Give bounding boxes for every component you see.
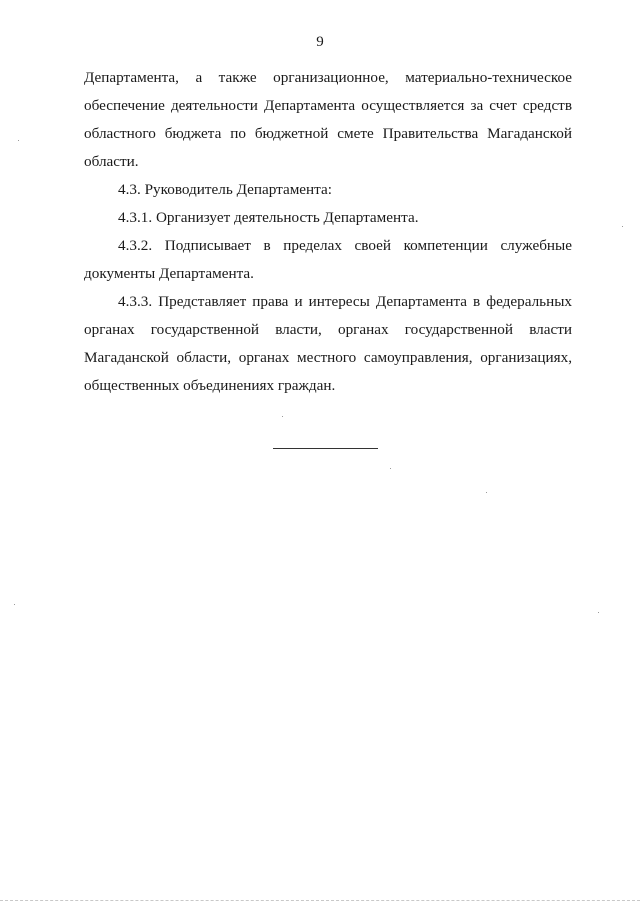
scan-speck bbox=[390, 468, 391, 469]
page-number: 9 bbox=[316, 34, 324, 50]
paragraph-4-3-1: 4.3.1. Организует деятельность Департамента. bbox=[118, 209, 419, 226]
document-body bbox=[84, 64, 572, 400]
scan-speck bbox=[18, 140, 19, 141]
paragraph-4-3-3: 4.3.3. Представляет права и интересы Департамента в федеральных органах государственной власти, органах государственной власти Магаданской области, органах местного самоуправления, организациях, общественных объединениях граждан. bbox=[84, 293, 572, 394]
end-of-text-rule bbox=[273, 448, 378, 449]
scan-speck bbox=[282, 416, 283, 417]
scan-speck bbox=[622, 226, 623, 227]
scan-speck bbox=[598, 612, 599, 613]
scan-speck bbox=[486, 492, 487, 493]
scan-bottom-edge bbox=[0, 900, 640, 901]
paragraph-4-3-2: 4.3.2. Подписывает в пределах своей компетенции служебные документы Департамента. bbox=[84, 237, 572, 282]
scan-speck bbox=[14, 604, 15, 605]
paragraph-4-3-head: 4.3. Руководитель Департамента: bbox=[118, 181, 332, 198]
paragraph-department-funding: Департамента, а также организационное, материально-техническое обеспечение деятельности Департамента осуществляется за счет средств областного бюджета по бюджетной смете Правительства Магаданской области. bbox=[84, 69, 572, 170]
